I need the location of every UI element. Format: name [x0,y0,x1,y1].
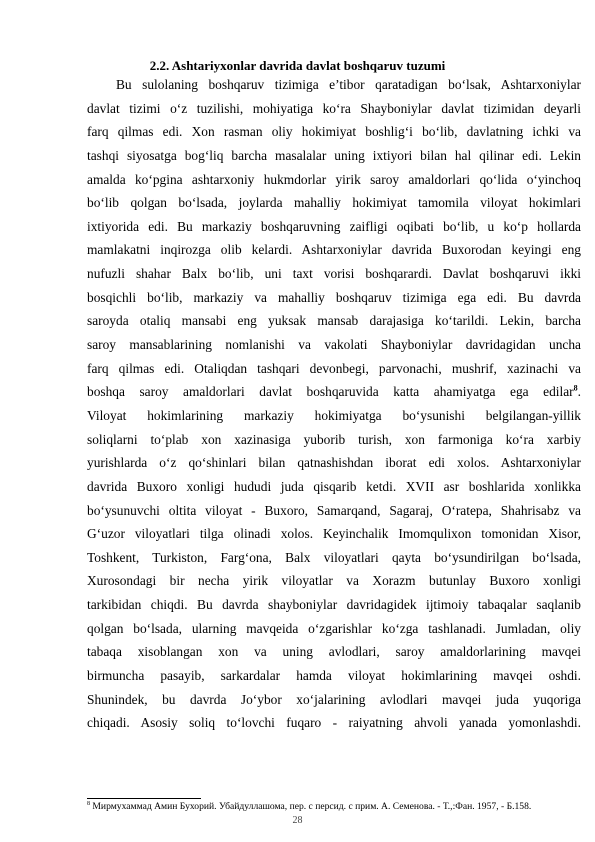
text-line: ixtiyorida edi. Bu markaziy boshqaruvning zaifligi oqibati bo‘lib, u ko‘p hollarda [87,218,581,234]
text-line: tarkibidan chiqdi. Bu davrda shayboniylar davridagidek ijtimoiy tabaqalar saqlanib [87,597,581,613]
text-line: birmuncha pasayib, sarkardalar hamda viloyat hokimlarining mavqei oshdi. [87,668,581,684]
text-line: Bu sulolaning boshqaruv tizimiga e’tibor qaratadigan bo‘lsak, Ashtarxoniylar [116,77,581,92]
footnote-text: Мирмухаммад Амин Бухорий. Убайдуллашома, пер. с персид. с прим. А. Семенова. - Т.,:Фан. 1957, - Б.158. [92,801,532,812]
text-line: farq qilmas edi. Xon rasman oliy hokimiyat boshlig‘i bo‘lib, davlatning ichki va [87,124,581,140]
text-line: tashqi siyosatga bog‘liq barcha masalalar uning ixtiyori bilan hal qilinar edi. Lekin [87,147,581,163]
text-line: farq qilmas edi. Otaliqdan tashqari devonbegi, parvonachi, mushrif, xazinachi va [87,360,581,376]
text-line: Shunindek, bu davrda Jo‘ybor xo‘jalarining avlodlari mavqei juda yuqoriga [87,691,581,707]
section-heading: 2.2. Ashtariyxonlar davrida davlat boshqaruv tuzumi [149,58,446,73]
text-line: bo‘ysunuvchi oltita viloyat - Buxoro, Samarqand, Sagaraj, O‘ratepa, Shahrisabz va [87,502,581,518]
text-line: nufuzli shahar Balx bo‘lib, uni taxt vorisi boshqarardi. Davlat boshqaruvi ikki [87,266,581,282]
page-number: 28 [292,815,303,826]
text-line: soliqlarni to‘plab xon xazinasiga yuborib turish, xon farmoniga ko‘ra xarbiy [87,431,581,447]
text-line: qolgan bo‘lsada, ularning mavqeida o‘zgarishlar ko‘zga tashlanadi. Jumladan, oliy [87,620,581,636]
footnote-marker: 8 [87,800,90,807]
text-line: tabaqa xisoblangan xon va uning avlodlari, saroy amaldorlarining mavqei [87,644,581,660]
text-line: davlat tizimi o‘z tuzilishi, mohiyatiga ko‘ra Shayboniylar davlat tizimidan deyarli [87,100,581,116]
text-line: chiqadi. Asosiy soliq to‘lovchi fuqaro - raiyatning ahvoli yanada yomonlashdi. [87,715,581,731]
text-line: G‘uzor viloyatlari tilga olinadi xolos. Keyinchalik Imomqulixon tomonidan Xisor, [87,526,581,542]
text-line: saroyda otaliq mansabi eng yuksak mansab darajasiga ko‘tarildi. Lekin, barcha [87,313,581,329]
text-line: Xurosondagi bir necha yirik viloyatlar va Xorazm butunlay Buxoro xonligi [87,573,581,589]
text-line: yurishlarda o‘z qo‘shinlari bilan qatnashishdan iborat edi xolos. Ashtarxoniylar [87,455,581,471]
text-line: saroy mansablarining nomlanishi va vakolati Shayboniylar davridagidan uncha [87,337,581,353]
text-line-with-footnote [87,380,581,404]
text-line: davrida Buxoro xonligi hududi juda qisqarib ketdi. XVII asr boshlarida xonlikka [87,478,581,494]
body-text [87,73,581,735]
footnote-reference[interactable]: 8 [573,383,578,393]
text-line: mamlakatni inqirozga olib kelardi. Ashtarxoniylar davrida Buxorodan keyingi eng [87,242,581,258]
footnote-reference-period: . [577,384,581,400]
text-line: bosqichli bo‘lib, markaziy va mahalliy boshqaruv tizimiga ega edi. Bu davrda [87,289,581,305]
footnote-divider [87,798,201,799]
text-line: amalda ko‘pgina ashtarxoniy hukmdorlar yirik saroy amaldorlari qo‘lida o‘yinchoq [87,171,581,187]
text-line: Toshkent, Turkiston, Farg‘ona, Balx viloyatlari qayta bo‘ysundirilgan bo‘lsada, [87,549,581,565]
text-line-content: boshqa saroy amaldorlari davlat boshqaruvida katta ahamiyatga ega edilar [87,384,574,400]
text-line: bo‘lib qolgan bo‘lsada, joylarda mahalliy hokimiyat tamomila viloyat hokimlari [87,195,581,211]
footnote [87,801,581,813]
text-line: Viloyat hokimlarining markaziy hokimiyatga bo‘ysunishi belgilangan-yillik [87,407,581,423]
